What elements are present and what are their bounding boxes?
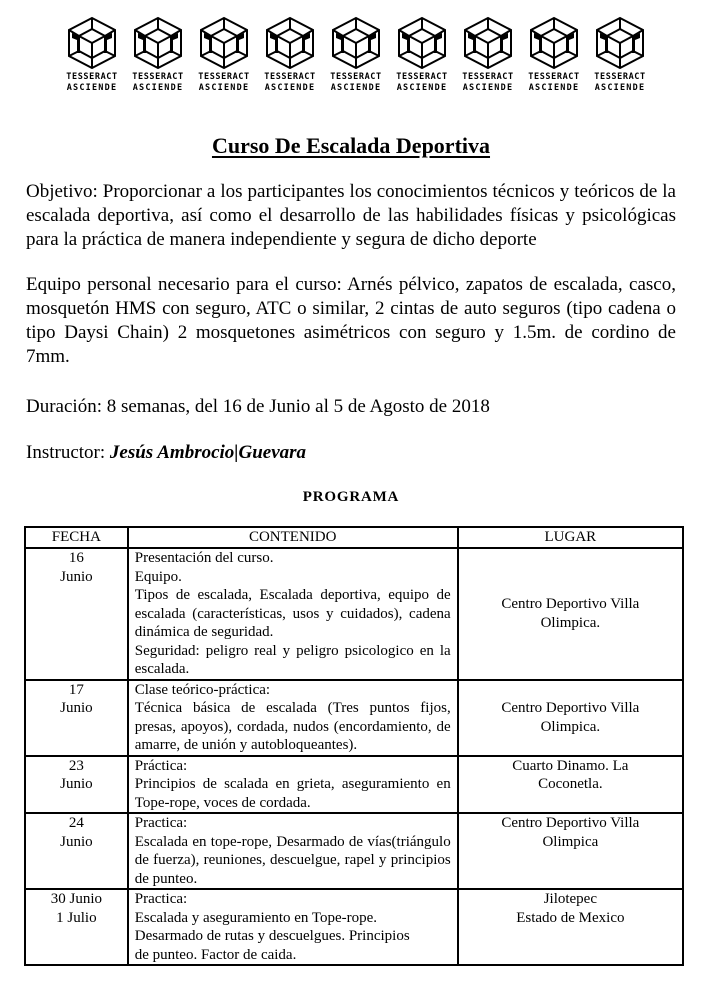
tesseract-hexagon-cube-icon [396,16,448,70]
cell-fecha [25,756,128,814]
instructor-label: Instructor: [26,442,110,463]
cell-contenido-line: Técnica básica de escalada (Tres puntos fijos, presas, apoyos), cordada, nudos (encordamiento, de amarre, de unión y autobloqueantes). [134,700,451,753]
cell-contenido-line: Tipos de escalada, Escalada deportiva, equipo de escalada (características, usos y cuidados), cadena dinámica de seguridad. [134,587,451,640]
cell-fecha-line: 30 Junio [50,891,102,907]
logo-text-asciende: ASCIENDE [594,83,646,93]
cell-fecha-line: 16 [68,550,84,566]
page-title [0,133,702,159]
tesseract-hexagon-cube-icon [264,16,316,70]
table-row [25,813,683,889]
logo-text-asciende: ASCIENDE [132,83,184,93]
tesseract-logo [455,16,521,96]
tesseract-logo [191,16,257,96]
logo-text-tesseract: TESSERACT [594,72,646,82]
instructor-paragraph [26,441,676,465]
cell-contenido-line: Equipo. [134,568,182,585]
logo-text-tesseract: TESSERACT [330,72,382,82]
cell-lugar-line: Centro Deportivo Villa [501,815,640,831]
cell-contenido-line: Presentación del curso. [134,550,274,566]
tesseract-logo [323,16,389,96]
logo-text-tesseract: TESSERACT [132,72,184,82]
cell-lugar-line: Jilotepec [543,891,598,907]
duracion-paragraph: Duración: 8 semanas, del 16 de Junio al 5 de Agosto de 2018 [26,396,490,417]
cell-fecha-line: Junio [60,833,93,850]
logo-text-asciende: ASCIENDE [198,83,250,93]
cell-fecha-line: Junio [60,700,93,716]
logo-text-asciende: ASCIENDE [66,83,118,93]
logo-text-asciende: ASCIENDE [528,83,580,93]
cell-fecha [25,889,128,965]
header-contenido: CONTENIDO [128,527,458,548]
tesseract-hexagon-cube-icon [132,16,184,70]
cell-lugar-line: Centro Deportivo Villa [501,700,640,716]
logo-text-tesseract: TESSERACT [462,72,514,82]
tesseract-hexagon-cube-icon [66,16,118,70]
cell-contenido [128,756,458,814]
cell-contenido [128,889,458,965]
logo-text-tesseract: TESSERACT [264,72,316,82]
cell-contenido [128,680,458,756]
tesseract-logo [59,16,125,96]
cell-contenido-line: Practica: [134,891,188,907]
cell-fecha [25,680,128,756]
cell-lugar-line: Cuarto Dinamo. La [512,757,629,774]
table-header-row [25,527,683,548]
cell-lugar [458,756,683,814]
objetivo-paragraph: Objetivo: Proporcionar a los participantes los conocimientos técnicos y teóricos de la escalada deportiva, así como el desarrollo de las habilidades físicas y psicológicas para la práctica de manera independiente y segura de dicho deporte [26,181,676,250]
cell-fecha [25,548,128,680]
logo-text-tesseract: TESSERACT [528,72,580,82]
cell-lugar [458,813,683,889]
cell-lugar-line: Olimpica. [540,718,601,735]
tesseract-logo [521,16,587,96]
logo-strip [59,16,659,96]
logo-text-asciende: ASCIENDE [264,83,316,93]
header-fecha: FECHA [25,527,128,548]
cell-fecha [25,813,128,889]
equipo-paragraph: Equipo personal necesario para el curso: Arnés pélvico, zapatos de escalada, casco, mosquetón HMS con seguro, ATC o similar, 2 cintas de auto seguros (tipo cadena o tipo Daysi Chain) 2 mosquetones asimétricos con seguro y 1.5m. de cordino de 7mm. [26,274,676,367]
cell-fecha-line: 17 [68,681,84,698]
tesseract-hexagon-cube-icon [594,16,646,70]
cell-lugar-line: Estado de Mexico [516,909,625,926]
logo-text-asciende: ASCIENDE [330,83,382,93]
cell-fecha-line: Junio [60,776,93,792]
tesseract-logo [389,16,455,96]
cell-contenido-line: Escalada y aseguramiento en Tope-rope. [134,909,378,926]
cell-contenido-line: Seguridad: peligro real y peligro psicologico en la escalada. [134,642,451,677]
logo-text-tesseract: TESSERACT [66,72,118,82]
cell-contenido-line: Clase teórico-práctica: [134,681,271,698]
cell-contenido-line: Desarmado de rutas y descuelgues. Principios [134,928,410,944]
tesseract-hexagon-cube-icon [528,16,580,70]
cell-contenido-line: Escalada en tope-rope, Desarmado de vías(triángulo de fuerza), reuniones, descuelgue, rapel y principios de punteo. [134,833,451,887]
cell-fecha-line: 1 Julio [56,909,97,926]
cell-contenido-line: de punteo. Factor de caida. [134,946,297,963]
logo-text-tesseract: TESSERACT [198,72,250,82]
title-text: Curso De Escalada Deportiva [211,133,491,158]
cell-fecha-line: 23 [68,757,84,774]
cell-lugar [458,548,683,680]
table-row [25,680,683,756]
tesseract-logo [257,16,323,96]
table-row [25,889,683,965]
tesseract-logo [587,16,653,96]
cell-fecha-line: Junio [60,568,93,585]
table-row [25,548,683,680]
program-table [24,526,684,966]
cell-lugar [458,889,683,965]
tesseract-hexagon-cube-icon [198,16,250,70]
tesseract-hexagon-cube-icon [330,16,382,70]
cell-lugar-line: Olimpica [542,833,599,850]
cell-contenido-line: Práctica: [134,757,188,774]
cell-contenido [128,813,458,889]
cell-lugar-line: Olimpica. [540,614,601,631]
programa-heading: PROGRAMA [302,489,400,505]
tesseract-logo [125,16,191,96]
logo-text-tesseract: TESSERACT [396,72,448,82]
instructor-name: Jesús Ambrocio|Guevara [109,442,307,463]
cell-lugar [458,680,683,756]
cell-contenido [128,548,458,680]
cell-contenido-line: Practica: [134,815,188,831]
cell-fecha-line: 24 [68,815,84,831]
cell-contenido-line: Principios de scalada en grieta, aseguramiento en Tope-rope, voces de cordada. [134,776,451,811]
logo-text-asciende: ASCIENDE [396,83,448,93]
logo-text-asciende: ASCIENDE [462,83,514,93]
tesseract-hexagon-cube-icon [462,16,514,70]
cell-lugar-line: Centro Deportivo Villa [501,596,640,613]
header-lugar: LUGAR [458,527,683,548]
cell-lugar-line: Coconetla. [538,776,603,792]
table-row [25,756,683,814]
